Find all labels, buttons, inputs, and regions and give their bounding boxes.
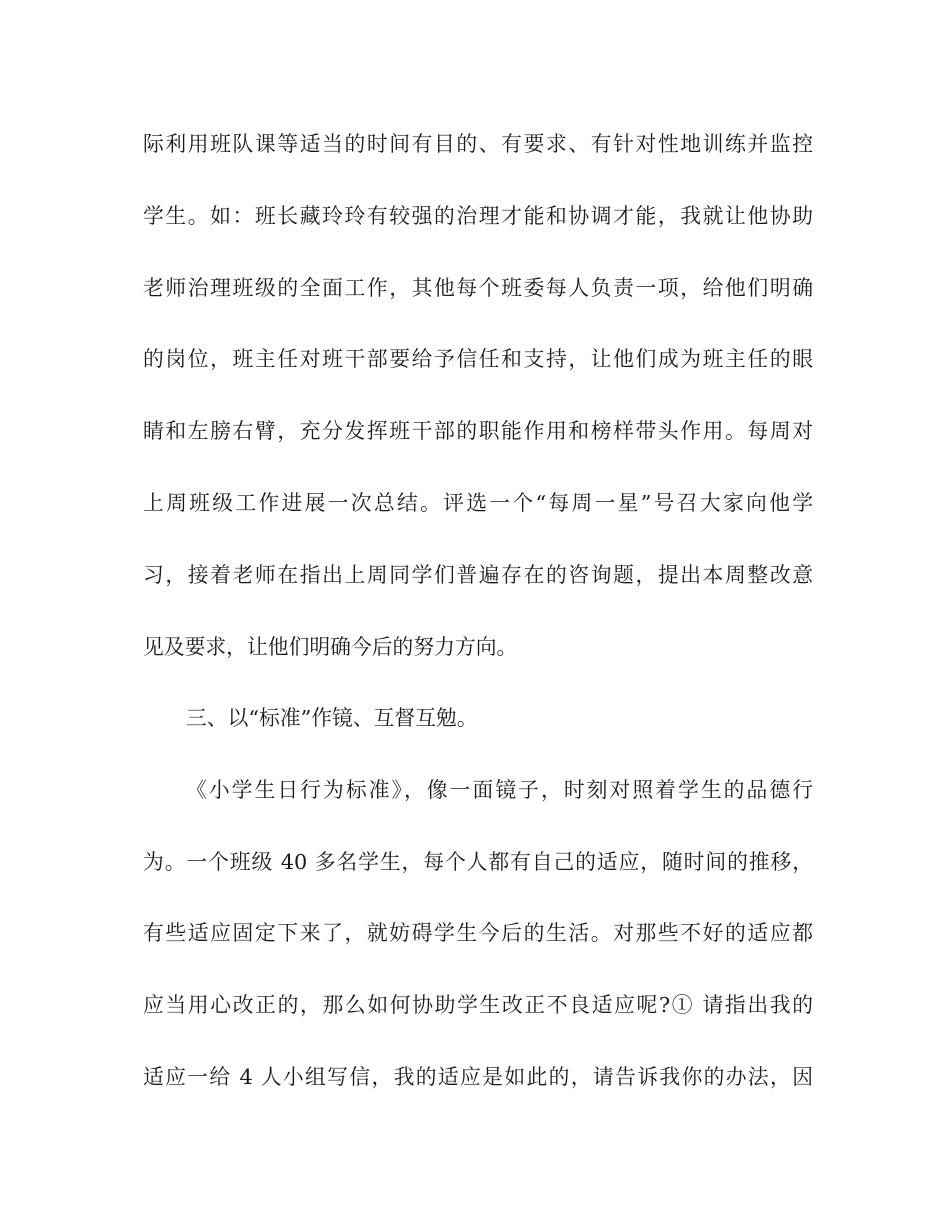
- body-text-line: 见及要求，让他们明确今后的努力方向。: [143, 635, 518, 659]
- body-text-line: 习，接着老师在指出上周同学们普遍存在的咨询题，提出本周整改意: [143, 563, 813, 587]
- body-text-line: 老师治理班级的全面工作，其他每个班委每人负责一项，给他们明确: [143, 276, 813, 300]
- paragraph-first-line: 《小学生日行为标准》，像一面镜子，时刻对照着学生的品德行: [186, 778, 813, 802]
- body-text-line: 睛和左膀右臂，充分发挥班干部的职能作用和榜样带头作用。每周对: [143, 419, 813, 443]
- body-text-line: 为。一个班级 40 多名学生，每个人都有自己的适应，随时间的推移，: [143, 850, 813, 874]
- body-text-line: 学生。如：班长藏玲玲有较强的治理才能和协调才能，我就让他协助: [143, 204, 813, 228]
- body-text-line: 上周班级工作进展一次总结。评选一个“每周一星”号召大家向他学: [143, 491, 813, 515]
- body-text-line: 应当用心改正的，那么如何协助学生改正不良适应呢?① 请指出我的: [143, 993, 813, 1017]
- body-text-line: 的岗位，班主任对班干部要给予信任和支持，让他们成为班主任的眼: [143, 347, 813, 371]
- body-text-line: 际利用班队课等适当的时间有目的、有要求、有针对性地训练并监控: [143, 132, 813, 156]
- body-text-line: 适应一给 4 人小组写信，我的适应是如此的，请告诉我你的办法，因: [143, 1065, 813, 1089]
- body-text-line: 有些适应固定下来了，就妨碍学生今后的生活。对那些不好的适应都: [143, 921, 813, 945]
- section-heading: 三、以“标准”作镜、互督互勉。: [186, 706, 478, 730]
